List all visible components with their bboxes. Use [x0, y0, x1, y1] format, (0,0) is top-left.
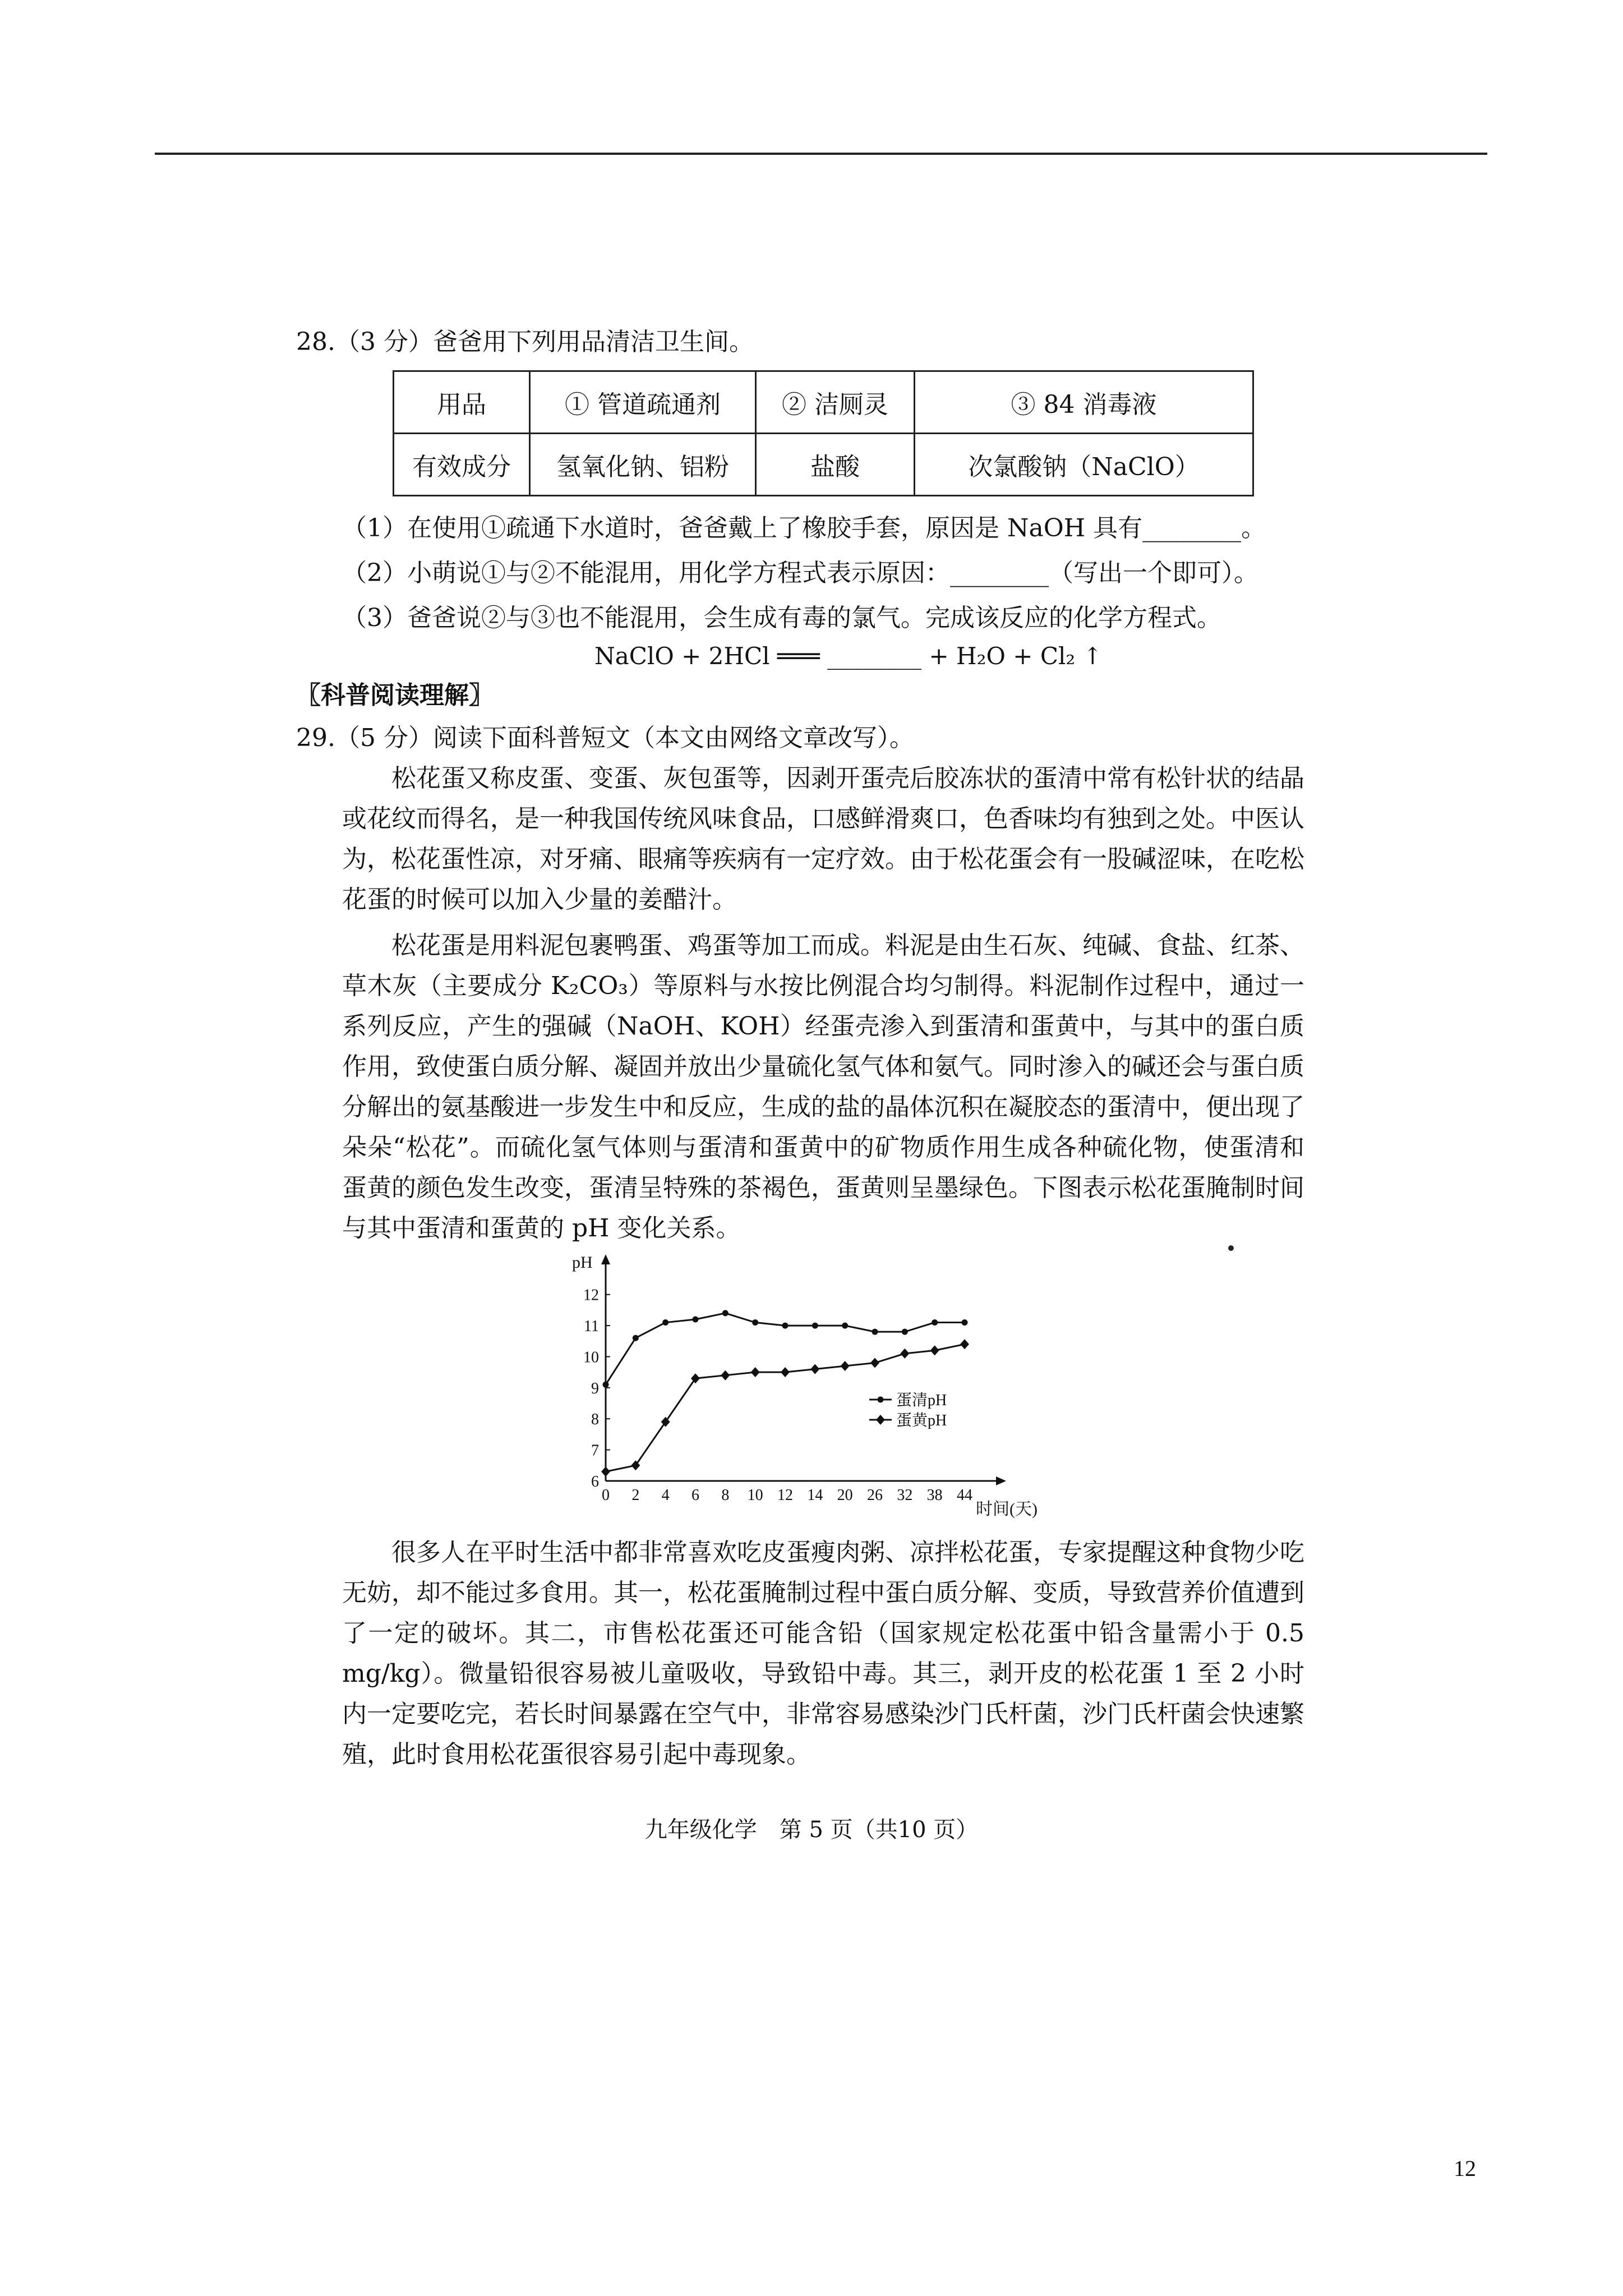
- table-row: [394, 371, 1253, 434]
- question-28-title: 28.（3 分）爸爸用下列用品清洁卫生间。: [296, 328, 754, 356]
- x-tick-label: 14: [807, 1487, 823, 1504]
- x-tick-label: 38: [926, 1487, 943, 1504]
- table-row: [394, 434, 1253, 496]
- data-point: [900, 1349, 909, 1359]
- legend-label: 蛋清pH: [896, 1392, 947, 1409]
- x-tick-label: 20: [837, 1487, 853, 1504]
- data-point: [960, 1339, 969, 1349]
- data-point: [782, 1323, 789, 1329]
- data-point: [662, 1319, 668, 1326]
- article-paragraph-2: 松花蛋是用料泥包裹鸭蛋、鸡蛋等加工而成。料泥是由生石灰、纯碱、食盐、红茶、草木灰（主要成分 K₂CO₃）等原料与水按比例混合均匀制得。料泥制作过程中，通过一系列反应，产生的强碱（NaOH、KOH）经蛋壳渗入到蛋清和蛋黄中，与其中的蛋白质作用，致使蛋白质分解、凝固并放出少量硫化氢气体和氨气。同时渗入的碱还会与蛋白质分解出的氨基酸进一步发生中和反应，生成的盐的晶体沉积在凝胶态的蛋清中，便出现了朵朵“松花”。而硫化氢气体则与蛋清和蛋黄中的矿物质作用生成各种硫化物，使蛋清和蛋黄的颜色发生改变，蛋清呈特殊的茶褐色，蛋黄则呈墨绿色。下图表示松花蛋腌制时间与其中蛋清和蛋黄的 pH 变化关系。: [342, 931, 1304, 1243]
- data-point: [812, 1323, 818, 1329]
- y-axis-arrow: [601, 1254, 610, 1264]
- data-point: [870, 1358, 879, 1368]
- x-tick-label: 32: [897, 1487, 913, 1504]
- data-point: [902, 1329, 908, 1335]
- stray-dot: [1228, 1245, 1234, 1251]
- page-number: 12: [1454, 2156, 1476, 2181]
- section-heading: 〖科普阅读理解〗: [296, 681, 494, 710]
- chemical-equation: NaClO + 2HCl ═══ ________ + H₂O + Cl₂ ↑: [594, 642, 1103, 670]
- data-point: [930, 1345, 939, 1355]
- x-axis-label: 时间(天): [976, 1500, 1038, 1519]
- y-tick-label: 12: [583, 1286, 599, 1304]
- y-tick-label: 7: [591, 1442, 599, 1460]
- table-cell: 用品: [394, 371, 530, 434]
- top-rule: [155, 153, 1487, 155]
- y-tick-label: 9: [591, 1379, 599, 1397]
- products-table: [393, 370, 1254, 496]
- x-tick-label: 10: [747, 1487, 763, 1504]
- legend-marker: [876, 1415, 885, 1425]
- data-point: [752, 1319, 758, 1326]
- question-28-part-1: （1）在使用①疏通下水道时，爸爸戴上了橡胶手套，原因是 NaOH 具有________。: [342, 514, 1266, 542]
- x-tick-label: 12: [777, 1487, 793, 1504]
- table-cell: 次氯酸钠（NaClO）: [915, 434, 1253, 496]
- article-paragraph-3: 很多人在平时生活中都非常喜欢吃皮蛋瘦肉粥、凉拌松花蛋，专家提醒这种食物少吃无妨，却不能过多食用。其一，松花蛋腌制过程中蛋白质分解、变质，导致营养价值遭到了一定的破坏。其二，市售松花蛋还可能含铅（国家规定松花蛋中铅含量需小于 0.5 mg/kg）。微量铅很容易被儿童吸收，导致铅中毒。其三，剥开皮的松花蛋 1 至 2 小时内一定要吃完，若长时间暴露在空气中，非常容易感染沙门氏杆菌，沙门氏杆菌会快速繁殖，此时食用松花蛋很容易引起中毒现象。: [342, 1538, 1304, 1769]
- question-28-part-3: （3）爸爸说②与③也不能混用，会生成有毒的氯气。完成该反应的化学方程式。: [342, 604, 1221, 632]
- data-point: [872, 1329, 878, 1335]
- question-29-title: 29.（5 分）阅读下面科普短文（本文由网络文章改写）。: [296, 724, 914, 752]
- data-point: [781, 1367, 790, 1377]
- data-point: [721, 1370, 730, 1381]
- page-footer: 九年级化学 第 5 页（共10 页）: [644, 1817, 979, 1843]
- table-cell: 盐酸: [756, 434, 915, 496]
- question-28-part-2: （2）小萌说①与②不能混用，用化学方程式表示原因：________（写出一个即可）。: [342, 559, 1258, 587]
- x-ticks: [602, 1487, 972, 1504]
- legend-label: 蛋黄pH: [896, 1412, 947, 1429]
- y-tick-label: 6: [591, 1473, 599, 1490]
- x-tick-label: 26: [867, 1487, 883, 1504]
- table-cell: ① 管道疏通剂: [530, 371, 756, 434]
- data-point: [932, 1319, 938, 1326]
- x-tick-label: 4: [661, 1487, 670, 1504]
- chart-legend: [869, 1391, 947, 1429]
- data-point: [601, 1466, 610, 1476]
- table-cell: ② 洁厕灵: [756, 371, 915, 434]
- x-tick-label: 6: [691, 1487, 699, 1504]
- data-point: [722, 1310, 728, 1316]
- x-axis-arrow: [996, 1476, 1006, 1485]
- ph-chart: [561, 1251, 1066, 1531]
- y-axis-label: pH: [572, 1253, 593, 1272]
- y-tick-label: 10: [583, 1349, 599, 1366]
- x-tick-label: 44: [957, 1487, 972, 1504]
- x-tick-label: 0: [602, 1487, 610, 1504]
- data-point: [603, 1382, 609, 1388]
- data-point: [810, 1364, 819, 1374]
- x-tick-label: 8: [721, 1487, 730, 1504]
- table-cell: 氢氧化钠、铝粉: [530, 434, 756, 496]
- data-point: [842, 1323, 848, 1329]
- legend-marker: [878, 1397, 884, 1403]
- y-tick-label: 8: [591, 1411, 599, 1429]
- data-point: [841, 1361, 850, 1371]
- data-point: [751, 1367, 760, 1377]
- table-cell: 有效成分: [394, 434, 530, 496]
- data-point: [693, 1317, 699, 1323]
- data-point: [962, 1319, 968, 1326]
- y-tick-label: 11: [584, 1318, 599, 1336]
- table-cell: ③ 84 消毒液: [915, 371, 1253, 434]
- article-paragraph-1: 松花蛋又称皮蛋、变蛋、灰包蛋等，因剥开蛋壳后胶冻状的蛋清中常有松针状的结晶或花纹而得名，是一种我国传统风味食品，口感鲜滑爽口，色香味均有独到之处。中医认为，松花蛋性凉，对牙痛、眼痛等疾病有一定疗效。由于松花蛋会有一股碱涩味，在吃松花蛋的时候可以加入少量的姜醋汁。: [342, 764, 1304, 914]
- data-point: [633, 1335, 639, 1341]
- x-tick-label: 2: [631, 1487, 640, 1504]
